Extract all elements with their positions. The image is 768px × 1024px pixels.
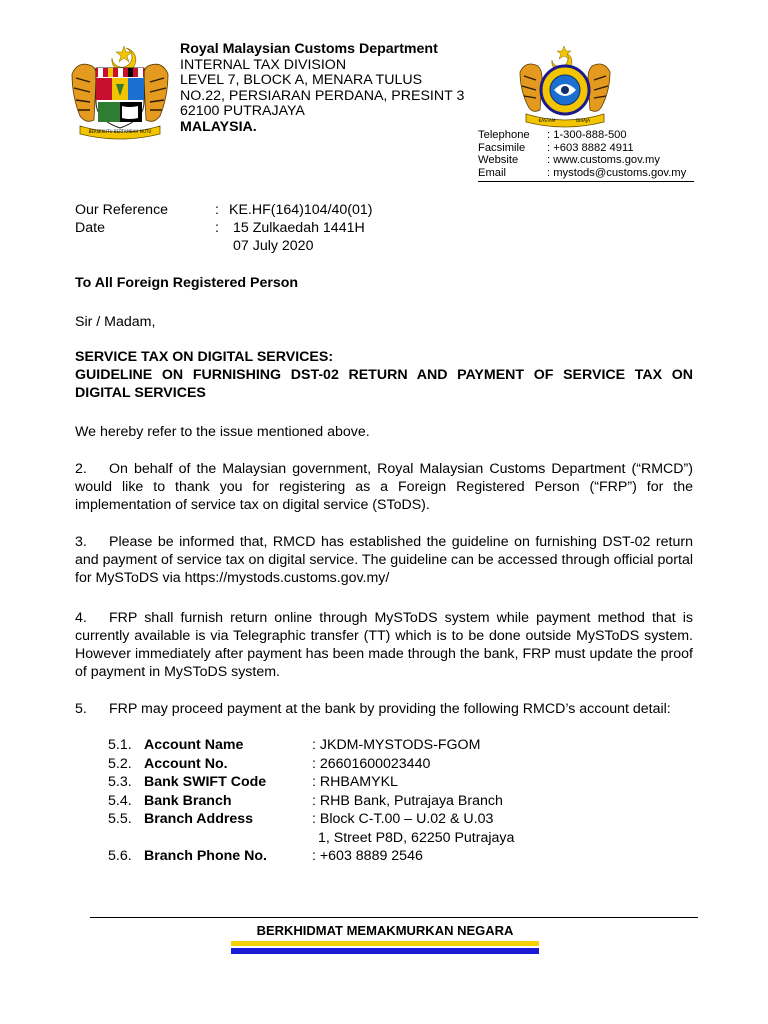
address-line: NO.22, PERSIARAN PERDANA, PRESINT 3 xyxy=(180,87,465,104)
branch-address-continued: 1, Street P8D, 62250 Putrajaya xyxy=(318,829,515,846)
account-item-label: Account Name xyxy=(144,737,244,753)
account-row xyxy=(108,755,514,774)
reference-label: Our Reference xyxy=(75,202,169,218)
footer-band-blue xyxy=(231,948,539,954)
customs-scroll-text-right: DIRAJA xyxy=(575,118,591,123)
account-item-label: Branch Address xyxy=(144,811,254,827)
contact-row xyxy=(478,154,686,167)
paragraph-4 xyxy=(75,609,693,681)
account-row xyxy=(108,736,514,755)
customs-scroll-text-left: KASTAM xyxy=(538,118,556,123)
reference-separator: : xyxy=(215,202,219,218)
account-item-value: : RHB Bank, Putrajaya Branch xyxy=(312,792,503,809)
letterhead xyxy=(180,42,464,135)
date-separator: : xyxy=(215,220,219,236)
paragraph-2 xyxy=(75,460,693,514)
paragraph-3 xyxy=(75,533,693,587)
department-name: Royal Malaysian Customs Department xyxy=(180,41,438,57)
footer-motto: BERKHIDMAT MEMAKMURKAN NEGARA xyxy=(256,923,514,938)
contact-value: : www.customs.gov.my xyxy=(547,154,660,167)
paragraph-text: On behalf of the Malaysian government, Royal Malaysian Customs Department (“RMCD”) would like to thank you for registering as a Foreign Registered Person (“FRP”) for the implementation of service tax on digital service (SToDS). xyxy=(75,461,693,513)
account-item-label: Account No. xyxy=(144,755,228,772)
account-item-value: : JKDM-MYSTODS-FGOM xyxy=(312,737,481,753)
account-row xyxy=(108,810,514,829)
contact-divider xyxy=(478,181,694,182)
account-item-number: 5.3. xyxy=(108,774,132,790)
contact-label: Website xyxy=(478,154,519,167)
contact-row xyxy=(478,167,686,180)
contact-label: Telephone xyxy=(478,129,530,141)
account-row xyxy=(108,847,514,866)
subject-line-2: GUIDELINE ON FURNISHING DST-02 RETURN AND PAYMENT OF SERVICE TAX ON DIGITAL SERVICES xyxy=(75,367,693,401)
malaysia-coat-of-arms-icon xyxy=(66,44,174,140)
footer-band-yellow xyxy=(231,941,539,946)
address-line: INTERNAL TAX DIVISION xyxy=(180,56,347,73)
account-item-value: : RHBAMYKL xyxy=(312,774,398,790)
account-item-value: : 26601600023440 xyxy=(312,755,431,772)
account-item-number: 5.1. xyxy=(108,737,132,753)
account-row xyxy=(108,773,514,792)
contact-value: : mystods@customs.gov.my xyxy=(547,166,687,179)
footer-divider xyxy=(90,917,698,918)
paragraph-5 xyxy=(75,700,693,718)
paragraph-number: 4. xyxy=(75,610,87,626)
address-country: MALAYSIA. xyxy=(180,118,257,135)
account-item-label: Branch Phone No. xyxy=(144,848,267,864)
intro-paragraph: We hereby refer to the issue mentioned above. xyxy=(75,424,370,440)
paragraph-text: FRP shall furnish return online through MySToDS system while payment method that is currently available is via Telegraphic transfer (TT) which is to be done outside MySToDS system. However immediately after payment has been made through the bank, FRP must update the proof of payment in MySToDS system. xyxy=(75,610,693,680)
date-gregorian: 07 July 2020 xyxy=(233,238,314,254)
address-line: LEVEL 7, BLOCK A, MENARA TULUS xyxy=(180,72,423,88)
contact-row xyxy=(478,129,686,142)
contact-row xyxy=(478,142,686,155)
customs-crest-icon xyxy=(514,44,616,130)
contact-value: : 1-300-888-500 xyxy=(547,129,627,141)
date-label: Date xyxy=(75,220,105,236)
account-item-number: 5.6. xyxy=(108,848,132,864)
account-details xyxy=(108,736,514,866)
paragraph-number: 3. xyxy=(75,534,87,550)
account-item-number: 5.5. xyxy=(108,811,132,827)
date-hijri: 15 Zulkaedah 1441H xyxy=(233,220,365,236)
salutation: Sir / Madam, xyxy=(75,314,156,330)
contact-block xyxy=(478,129,686,179)
account-item-number: 5.2. xyxy=(108,755,132,772)
paragraph-text: FRP may proceed payment at the bank by providing the following RMCD’s account detail: xyxy=(109,701,671,717)
contact-value: : +603 8882 4911 xyxy=(547,141,634,154)
contact-label: Facsimile xyxy=(478,141,526,154)
paragraph-text: Please be informed that, RMCD has established the guideline on furnishing DST-02 return and payment of service tax on digital service. The guideline can be accessed through official portal for MySToDS via https://mystods.customs.gov.my/ xyxy=(75,534,693,586)
account-row xyxy=(108,792,514,811)
account-item-value: : +603 8889 2546 xyxy=(312,848,423,864)
account-item-value: : Block C-T.00 – U.02 & U.03 xyxy=(312,811,494,827)
reference-value: KE.HF(164)104/40(01) xyxy=(229,202,373,218)
paragraph-number: 5. xyxy=(75,701,87,717)
account-item-number: 5.4. xyxy=(108,792,132,809)
contact-label: Email xyxy=(478,166,506,179)
address-line: 62100 PUTRAJAYA xyxy=(180,103,305,119)
account-item-label: Bank Branch xyxy=(144,792,232,809)
recipient: To All Foreign Registered Person xyxy=(75,275,299,291)
account-item-label: Bank SWIFT Code xyxy=(144,774,267,790)
coat-of-arms-scroll-text: BERSEKUTU BERTAMBAH MUTU xyxy=(88,129,152,134)
paragraph-number: 2. xyxy=(75,461,87,477)
reference-block xyxy=(75,201,373,255)
subject-line-1: SERVICE TAX ON DIGITAL SERVICES: xyxy=(75,349,334,365)
